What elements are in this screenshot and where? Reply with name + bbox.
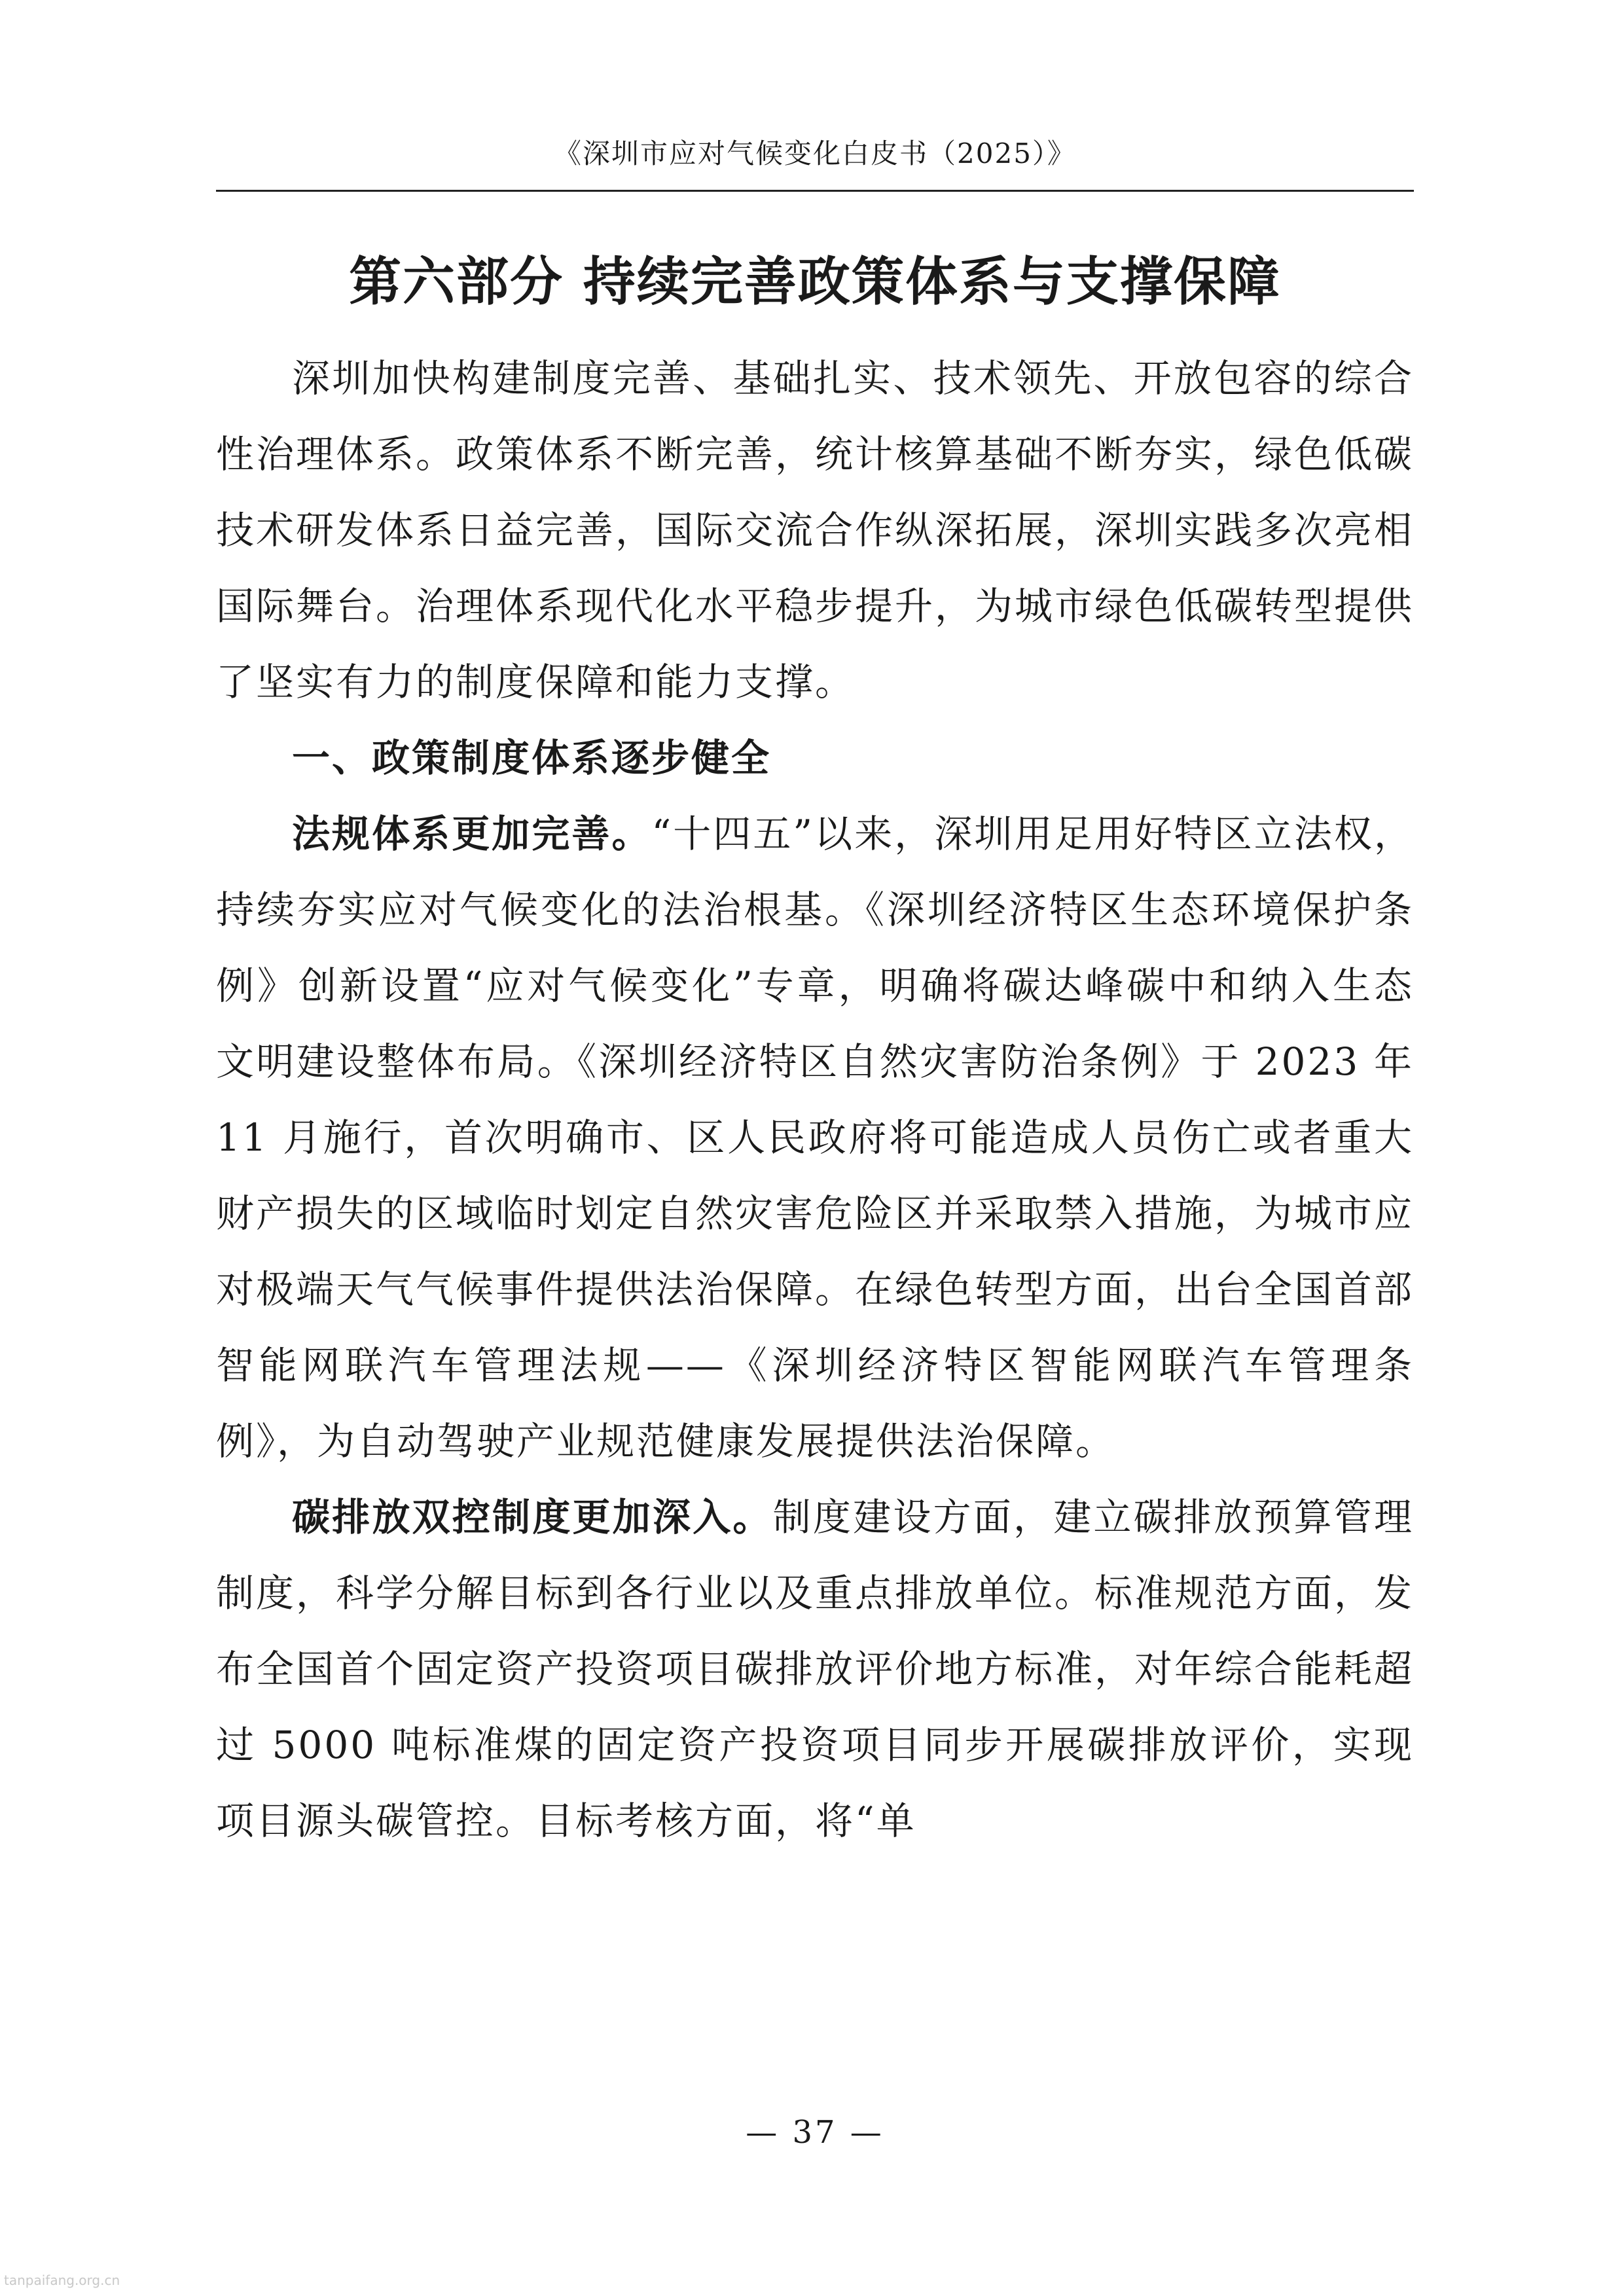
intro-paragraph: 深圳加快构建制度完善、基础扎实、技术领先、开放包容的综合性治理体系。政策体系不断完善，统计核算基础不断夯实，绿色低碳技术研发体系日益完善，国际交流合作纵深拓展，深圳实践多次亮相国际舞台。治理体系现代化水平稳步提升，为城市绿色低碳转型提供了坚实有力的制度保障和能力支撑。 xyxy=(216,356,1415,704)
section-heading: 一、政策制度体系逐步健全 xyxy=(292,736,772,780)
paragraph-carbon-control xyxy=(216,1479,1414,1859)
paragraph-lead: 碳排放双控制度更加深入。 xyxy=(292,1495,773,1539)
page-number: — 37 — xyxy=(746,2114,884,2151)
paragraph-text: 制度建设方面，建立碳排放预算管理制度，科学分解目标到各行业以及重点排放单位。标准规范方面，发布全国首个固定资产投资项目碳排放评价地方标准，对年综合能耗超过 5000 吨标准煤的固定资产投资项目同步开展碳排放评价，实现项目源头碳管控。目标考核方面，将“单 xyxy=(216,1495,1415,1843)
part-title: 第六部分 持续完善政策体系与支撑保障 xyxy=(349,251,1281,312)
paragraph-text: “十四五”以来，深圳用足用好特区立法权，持续夯实应对气候变化的法治根基。《深圳经济特区生态环境保护条例》创新设置“应对气候变化”专章，明确将碳达峰碳中和纳入生态文明建设整体布局。《深圳经济特区自然灾害防治条例》于 2023 年 11 月施行，首次明确市、区人民政府将可能造成人员伤亡或者重大财产损失的区域临时划定自然灾害危险区并采取禁入措施，为城市应对极端天气气候事件提供法治保障。在绿色转型方面，出台全国首部智能网联汽车管理法规——《深圳经济特区智能网联汽车管理条例》，为自动驾驶产业规范健康发展提供法治保障。 xyxy=(216,812,1415,1463)
paragraph-lead: 法规体系更加完善。 xyxy=(292,812,652,856)
header-divider xyxy=(216,190,1414,192)
document-body xyxy=(216,340,1414,1859)
page-header-title: 《深圳市应对气候变化白皮书（2025）》 xyxy=(554,137,1076,170)
watermark: tanpaifang.org.cn xyxy=(4,2272,120,2288)
paragraph-regulations xyxy=(216,796,1414,1479)
